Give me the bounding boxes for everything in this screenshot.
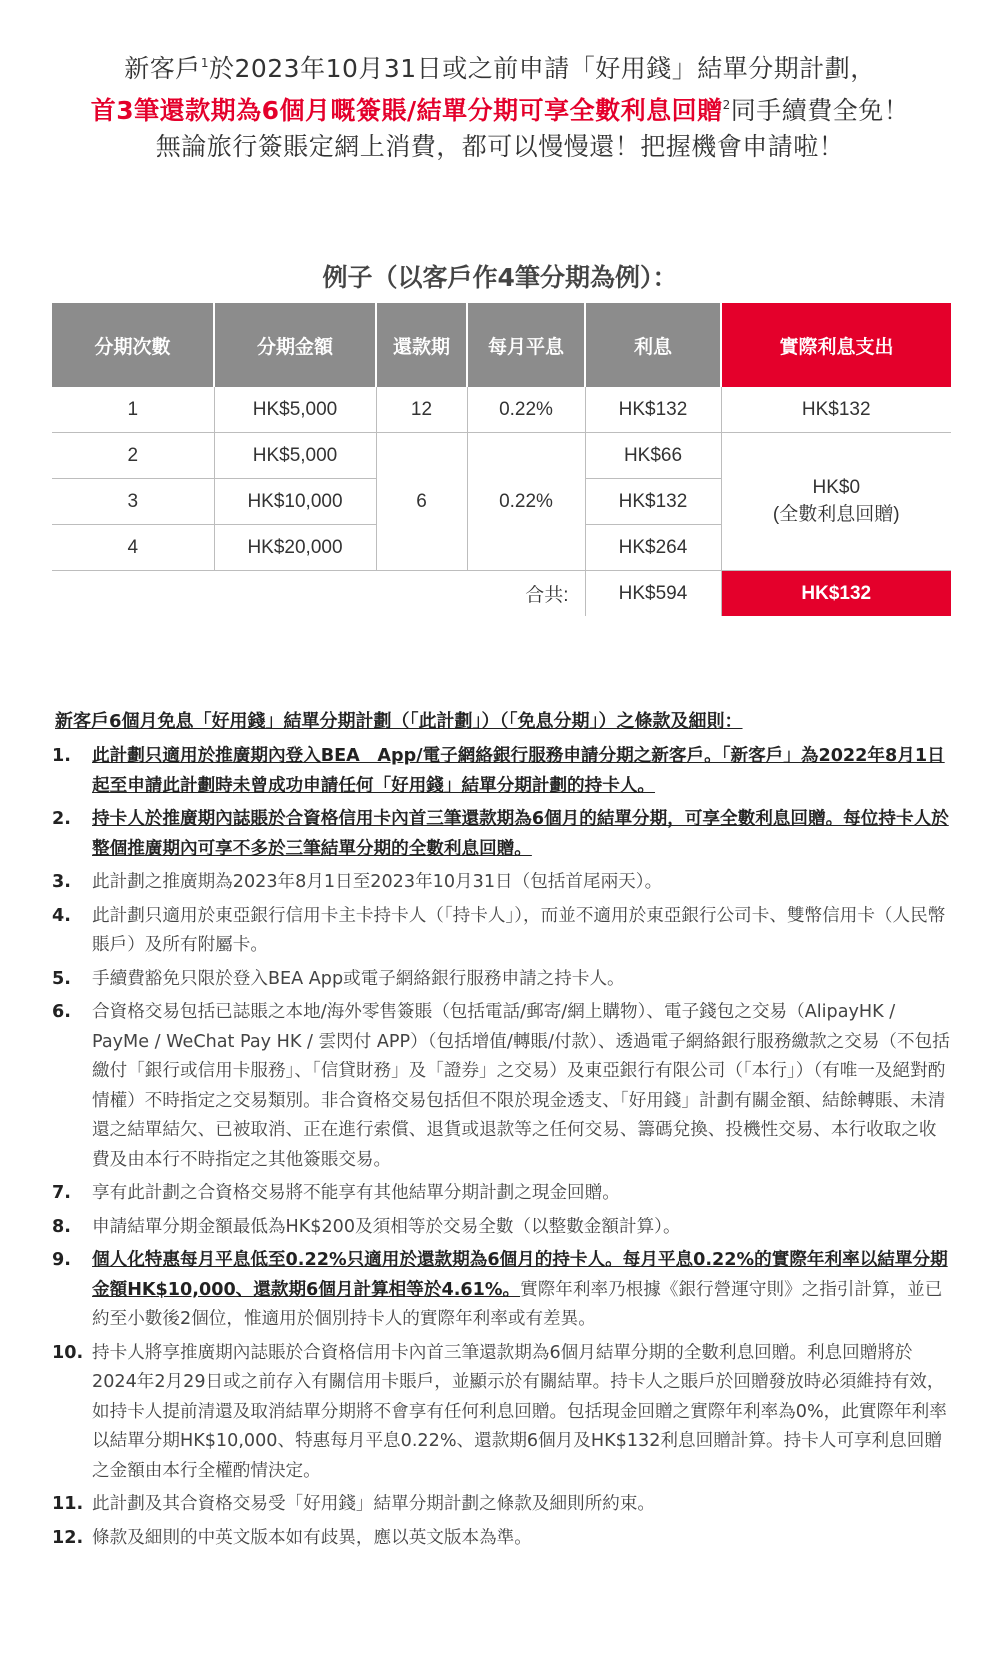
term-number: 9. bbox=[52, 1250, 71, 1270]
intro-line-3: 無論旅行簽賬定網上消費，都可以慢慢還！把握機會申請啦！ bbox=[155, 132, 845, 161]
cell-no: 2 bbox=[52, 433, 214, 479]
term-item bbox=[52, 805, 952, 864]
cell-amount: HK$5,000 bbox=[214, 387, 376, 433]
term-text: 合資格交易包括已誌賬之本地/海外零售簽賬（包括電話/郵寄/網上購物）、電子錢包之交易（AlipayHK / PayMe / WeChat Pay HK / 雲閃付 APP）（包括增值/轉賬/付款）、透過電子網絡銀行服務繳款之交易（不包括繳付「銀行或信用卡服務」、「信貸財務」及「證券」之交易）及東亞銀行有限公司（「本行」）（有唯一及絕對酌情權）不時指定之交易類別。非合資格交易包括但不限於現金透支、「好用錢」計劃有關金額、結餘轉賬、未清還之結單結欠、已被取消、正在進行索償、退貨或退款等之任何交易、籌碼兌換、投機性交易、本行收取之收費及由本行不時指定之其他簽賬交易。 bbox=[92, 1002, 950, 1170]
example-title: 例子（以客戶作4筆分期為例）： bbox=[322, 263, 678, 292]
terms-heading: 新客戶6個月免息「好用錢」結單分期計劃（「此計劃」）（「免息分期」）之條款及細則： bbox=[55, 711, 743, 732]
intro-text: 於2023年10月31日或之前申請「好用錢」結單分期計劃， bbox=[208, 54, 876, 83]
term-item bbox=[52, 998, 952, 1175]
term-item bbox=[52, 868, 952, 898]
term-number: 5. bbox=[52, 968, 71, 989]
cell-no: 4 bbox=[52, 525, 214, 571]
term-number: 4. bbox=[52, 905, 71, 926]
term-number: 12. bbox=[52, 1527, 84, 1548]
intro-text: 新客戶 bbox=[124, 54, 201, 83]
term-bold-text: 個人化特惠每月平息低至0.22%只適用於還款期為6個月的持卡人。每月平息0.22%的實際年利率以結單分期金額HK$10,000、還款期6個月計算相等於4.61%。 bbox=[92, 1250, 948, 1300]
term-text: 此計劃只適用於東亞銀行信用卡主卡持卡人（「持卡人」），而並不適用於東亞銀行公司卡、雙幣信用卡（人民幣賬戶）及所有附屬卡。 bbox=[92, 905, 946, 955]
header-term: 還款期 bbox=[376, 303, 467, 387]
total-label: 合共: bbox=[467, 571, 585, 617]
intro-banner bbox=[0, 42, 1000, 168]
cell-interest: HK$132 bbox=[585, 387, 721, 433]
cell-term-merged: 6 bbox=[376, 433, 467, 571]
term-bold-text: 此計劃只適用於推廣期內登入BEA App/電子網絡銀行服務申請分期之新客戶。「新客戶」為2022年8月1日起至申請此計劃時未曾成功申請任何「好用錢」結單分期計劃的持卡人。 bbox=[92, 746, 945, 796]
table-total-row bbox=[52, 571, 951, 617]
cell-empty bbox=[214, 571, 376, 617]
term-item bbox=[52, 1246, 952, 1335]
term-item bbox=[52, 965, 952, 995]
cell-amount: HK$20,000 bbox=[214, 525, 376, 571]
header-amount: 分期金額 bbox=[214, 303, 376, 387]
cell-no: 1 bbox=[52, 387, 214, 433]
term-text: 條款及細則的中英文版本如有歧異，應以英文版本為準。 bbox=[92, 1527, 532, 1548]
actual-note: (全數利息回贈) bbox=[772, 504, 900, 525]
installment-example-table bbox=[52, 303, 951, 616]
intro-text: 同手續費全免！ bbox=[730, 96, 910, 125]
term-text: 申請結單分期金額最低為HK$200及須相等於交易全數（以整數金額計算）。 bbox=[92, 1216, 681, 1237]
cell-actual-merged bbox=[721, 433, 951, 571]
total-interest: HK$594 bbox=[585, 571, 721, 617]
total-actual-interest: HK$132 bbox=[721, 571, 951, 617]
term-number: 6. bbox=[52, 1002, 71, 1022]
term-item bbox=[52, 742, 952, 801]
term-number: 7. bbox=[52, 1183, 71, 1203]
cell-rate: 0.22% bbox=[467, 387, 585, 433]
terms-list bbox=[52, 742, 952, 1557]
cell-interest: HK$264 bbox=[585, 525, 721, 571]
footnote-ref: 2 bbox=[722, 98, 731, 112]
term-number: 1. bbox=[52, 746, 71, 766]
term-item bbox=[52, 1213, 952, 1243]
footnote-ref: 1 bbox=[200, 56, 209, 70]
term-text: 此計劃及其合資格交易受「好用錢」結單分期計劃之條款及細則所約束。 bbox=[92, 1494, 656, 1514]
intro-line-1 bbox=[0, 42, 1000, 84]
header-interest: 利息 bbox=[585, 303, 721, 387]
term-text: 享有此計劃之合資格交易將不能享有其他結單分期計劃之現金回贈。 bbox=[92, 1183, 620, 1203]
term-text: 持卡人將享推廣期內誌賬於合資格信用卡內首三筆還款期為6個月結單分期的全數利息回贈。利息回贈將於2024年2月29日或之前存入有關信用卡賬戶，並顯示於有關結單。持卡人之賬戶於回贈發放時必須維持有效，如持卡人提前清還及取消結單分期將不會享有任何利息回贈。包括現金回贈之實際年利率為0%，此實際年利率以結單分期HK$10,000、特惠每月平息0.22%、還款期6個月及HK$132利息回贈計算。持卡人可享利息回贈之金額由本行全權酌情決定。 bbox=[92, 1342, 947, 1481]
cell-empty bbox=[376, 571, 467, 617]
header-actual-interest: 實際利息支出 bbox=[721, 303, 951, 387]
header-installment-no: 分期次數 bbox=[52, 303, 214, 387]
cell-empty bbox=[52, 571, 214, 617]
term-number: 3. bbox=[52, 872, 71, 892]
cell-amount: HK$10,000 bbox=[214, 479, 376, 525]
term-number: 11. bbox=[52, 1494, 84, 1514]
term-item bbox=[52, 1490, 952, 1520]
actual-value: HK$0 bbox=[812, 477, 861, 498]
cell-rate-merged: 0.22% bbox=[467, 433, 585, 571]
cell-interest: HK$66 bbox=[585, 433, 721, 479]
cell-no: 3 bbox=[52, 479, 214, 525]
term-item bbox=[52, 1524, 952, 1554]
term-number: 10. bbox=[52, 1342, 84, 1363]
cell-interest: HK$132 bbox=[585, 479, 721, 525]
term-item bbox=[52, 1179, 952, 1209]
header-monthly-rate: 每月平息 bbox=[467, 303, 585, 387]
table-header-row bbox=[52, 303, 951, 387]
cell-term: 12 bbox=[376, 387, 467, 433]
term-bold-text: 持卡人於推廣期內誌賬於合資格信用卡內首三筆還款期為6個月的結單分期，可享全數利息回贈。每位持卡人於整個推廣期內可享不多於三筆結單分期的全數利息回贈。 bbox=[92, 809, 949, 859]
term-text: 手續費豁免只限於登入BEA App或電子網絡銀行服務申請之持卡人。 bbox=[92, 968, 625, 989]
term-item bbox=[52, 1339, 952, 1487]
term-number: 8. bbox=[52, 1216, 71, 1237]
term-text: 實際年利率乃根據《銀行營運守則》之指引計算，並已約至小數後2個位，惟適用於個別持卡人的實際年利率或有差異。 bbox=[92, 1279, 943, 1329]
intro-highlight: 首3筆還款期為6個月嘅簽賬/結單分期可享全數利息回贈 bbox=[90, 96, 723, 125]
term-number: 2. bbox=[52, 809, 71, 829]
table-row bbox=[52, 433, 951, 479]
term-item bbox=[52, 902, 952, 961]
table-row bbox=[52, 387, 951, 433]
term-text: 此計劃之推廣期為2023年8月1日至2023年10月31日（包括首尾兩天）。 bbox=[92, 872, 663, 892]
cell-amount: HK$5,000 bbox=[214, 433, 376, 479]
intro-line-2 bbox=[0, 84, 1000, 126]
cell-actual: HK$132 bbox=[721, 387, 951, 433]
